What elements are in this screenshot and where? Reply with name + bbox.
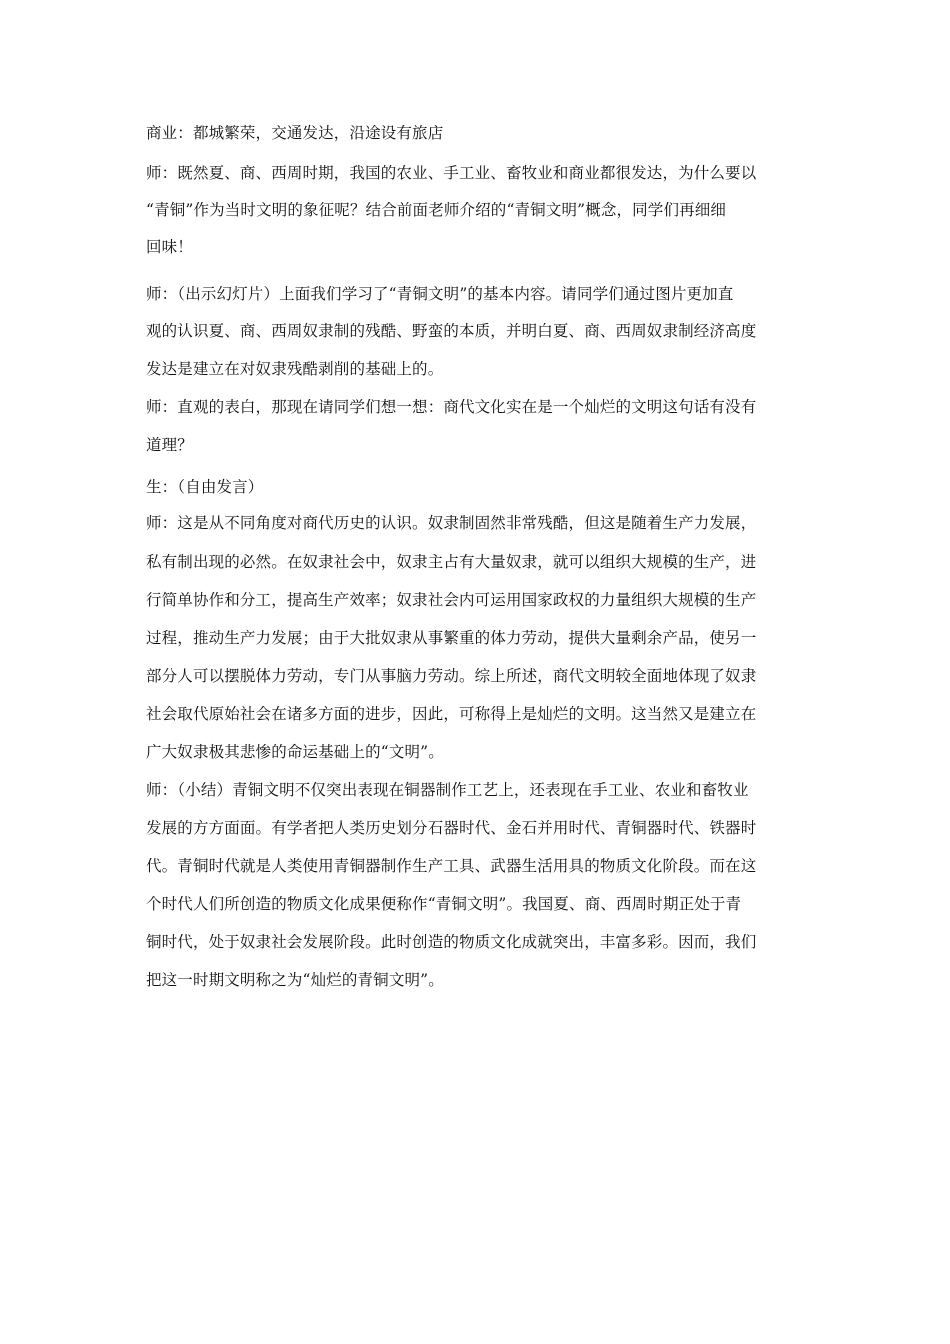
text-line: 广大奴隶极其悲惨的命运基础上的“文明”。 [146, 743, 444, 761]
text-line: 社会取代原始社会在诸多方面的进步，因此，可称得上是灿烂的文明。这当然又是建立在 [146, 705, 757, 723]
text-line: 部分人可以摆脱体力劳动，专门从事脑力劳动。综上所述，商代文明较全面地体现了奴隶 [146, 667, 757, 685]
text-line: 把这一时期文明称之为“灿烂的青铜文明”。 [146, 971, 444, 989]
text-line: 个时代人们所创造的物质文化成果便称作“青铜文明”。我国夏、商、西周时期正处于青 [146, 895, 742, 913]
text-line: 师：（出示幻灯片）上面我们学习了“青铜文明”的基本内容。请同学们通过图片更加直 [146, 285, 734, 303]
text-line: 过程，推动生产力发展；由于大批奴隶从事繁重的体力劳动，提供大量剩余产品，使另一 [146, 629, 757, 647]
text-line: 师：这是从不同角度对商代历史的认识。奴隶制固然非常残酷，但这是随着生产力发展， [146, 514, 757, 532]
text-line: 师：既然夏、商、西周时期，我国的农业、手工业、畜牧业和商业都很发达，为什么要以 [146, 164, 757, 182]
text-line: 师：（小结）青铜文明不仅突出表现在铜器制作工艺上，还表现在手工业、农业和畜牧业 [146, 781, 749, 799]
text-line: 道理？ [146, 436, 193, 454]
text-line: 师：直观的表白，那现在请同学们想一想：商代文化实在是一个灿烂的文明这句话有没有 [146, 398, 757, 416]
text-line: 代。青铜时代就是人类使用青铜器制作生产工具、武器生活用具的物质文化阶段。而在这 [146, 857, 757, 875]
text-line: 观的认识夏、商、西周奴隶制的残酷、野蛮的本质，并明白夏、商、西周奴隶制经济高度 [146, 322, 757, 340]
text-line: 铜时代，处于奴隶社会发展阶段。此时创造的物质文化成就突出，丰富多彩。因而，我们 [146, 933, 757, 951]
text-line: “青铜”作为当时文明的象征呢？结合前面老师介绍的“青铜文明”概念，同学们再细细 [146, 201, 727, 219]
text-line: 发展的方方面面。有学者把人类历史划分石器时代、金石并用时代、青铜器时代、铁器时 [146, 819, 757, 837]
text-line: 私有制出现的必然。在奴隶社会中，奴隶主占有大量奴隶，就可以组织大规模的生产，进 [146, 553, 757, 571]
text-line: 生：（自由发言） [146, 478, 264, 496]
text-line: 商业：都城繁荣，交通发达，沿途设有旅店 [146, 124, 444, 142]
text-line: 回味！ [146, 238, 193, 256]
text-line: 行简单协作和分工，提高生产效率；奴隶社会内可运用国家政权的力量组织大规模的生产 [146, 591, 757, 609]
text-line: 发达是建立在对奴隶残酷剥削的基础上的。 [146, 360, 444, 378]
